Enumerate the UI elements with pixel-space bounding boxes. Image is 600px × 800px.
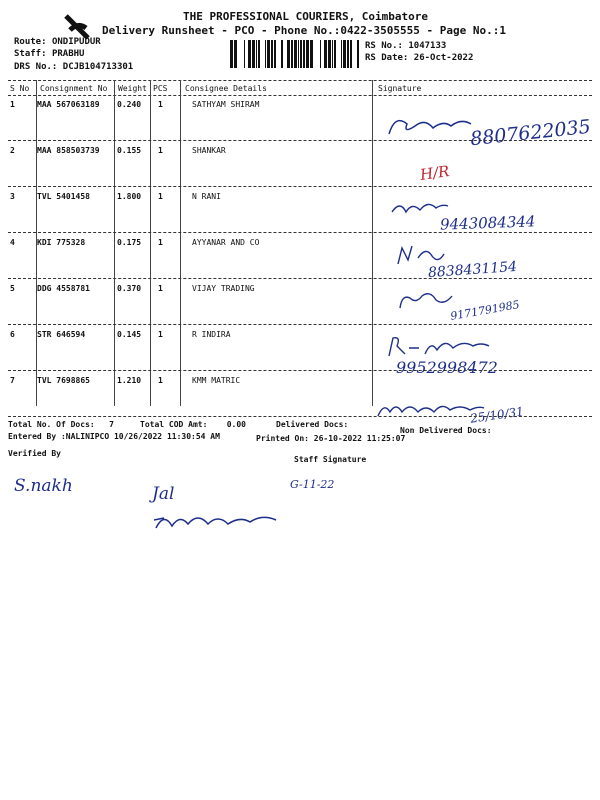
row-sno: 5 xyxy=(10,284,15,293)
row-sno: 4 xyxy=(10,238,15,247)
row-rule xyxy=(8,232,592,233)
row-handwriting: 9952998472 xyxy=(396,358,498,377)
col-header-signature: Signature xyxy=(378,84,422,93)
barcode-bar xyxy=(248,40,251,68)
col-divider xyxy=(150,80,151,406)
row-pcs: 1 xyxy=(158,146,163,155)
row-handwriting: 8807622035 xyxy=(469,115,592,151)
verifier-signature: S.nakh xyxy=(14,476,73,496)
rs-no-value: 1047133 xyxy=(408,41,447,51)
rs-date-value: 26-Oct-2022 xyxy=(413,53,474,63)
barcode-bar xyxy=(303,40,305,68)
barcode-bar xyxy=(310,40,313,68)
table-header-rule xyxy=(8,95,592,96)
row-handwriting: 25/10/31 xyxy=(469,404,525,426)
row-consignee: R INDIRA xyxy=(192,330,231,339)
signature-scribble xyxy=(385,334,495,360)
barcode-bar xyxy=(287,40,290,68)
row-weight: 0.240 xyxy=(117,100,142,109)
col-header-weight: Weight xyxy=(118,84,147,93)
total-docs-value: 7 xyxy=(109,420,114,429)
rs-no-line: RS No.: 1047133 xyxy=(365,41,447,51)
row-pcs: 1 xyxy=(158,192,163,201)
barcode-bar xyxy=(347,40,349,68)
row-consignment: KDI 775328 xyxy=(37,238,86,247)
row-pcs: 1 xyxy=(158,376,163,385)
row-weight: 0.155 xyxy=(117,146,142,155)
barcode-bar xyxy=(332,40,333,68)
barcode-bar xyxy=(230,40,233,68)
delivered-docs-label: Delivered Docs: xyxy=(276,420,349,429)
row-pcs: 1 xyxy=(158,284,163,293)
row-weight: 1.800 xyxy=(117,192,142,201)
row-weight: 0.370 xyxy=(117,284,142,293)
signature-scribble xyxy=(390,196,450,220)
row-consignee: SATHYAM SHIRAM xyxy=(192,100,260,109)
row-consignee: N RANI xyxy=(192,192,221,201)
row-consignment: TVL 5401458 xyxy=(37,192,90,201)
col-header-consignment: Consignment No xyxy=(40,84,108,93)
rs-date-line: RS Date: 26-Oct-2022 xyxy=(365,53,474,63)
row-handwriting: 8838431154 xyxy=(427,258,518,282)
staff-line: Staff: PRABHU xyxy=(14,49,85,59)
staff-value: PRABHU xyxy=(51,49,85,59)
barcode-bar xyxy=(281,40,283,68)
printed-on: Printed On: 26-10-2022 11:25:07 xyxy=(256,434,406,443)
barcode-bar xyxy=(252,40,255,68)
non-delivered-docs-label: Non Delivered Docs: xyxy=(400,426,492,435)
row-rule xyxy=(8,324,592,325)
col-header-consignee: Consignee Details xyxy=(185,84,267,93)
barcode-bar xyxy=(258,40,260,68)
barcode-bar xyxy=(274,40,276,68)
row-pcs: 1 xyxy=(158,238,163,247)
barcode-bar xyxy=(300,40,302,68)
row-pcs: 1 xyxy=(158,330,163,339)
barcode-bar xyxy=(306,40,309,68)
barcode-bar xyxy=(334,40,336,68)
row-weight: 0.175 xyxy=(117,238,142,247)
row-consignment: MAA 858503739 xyxy=(37,146,100,155)
staff-signature-date: G-11-22 xyxy=(290,478,335,491)
barcode-bar xyxy=(256,40,257,68)
row-rule xyxy=(8,416,592,417)
signature-scribble xyxy=(376,398,486,420)
row-consignment: DDG 4558781 xyxy=(37,284,90,293)
row-weight: 0.145 xyxy=(117,330,142,339)
total-docs-line: Total No. Of Docs: 7 xyxy=(8,420,114,429)
row-consignment: TVL 7698865 xyxy=(37,376,90,385)
row-weight: 1.210 xyxy=(117,376,142,385)
barcode-bar xyxy=(320,40,321,68)
row-sno: 6 xyxy=(10,330,15,339)
col-divider xyxy=(114,80,115,406)
row-handwriting: 9443084344 xyxy=(439,212,536,234)
cod-value: 0.00 xyxy=(226,420,246,429)
barcode-bar xyxy=(328,40,331,68)
entered-by: Entered By :NALINIPCO 10/26/2022 11:30:54 AM xyxy=(8,432,220,441)
row-sno: 1 xyxy=(10,100,15,109)
row-consignment: MAA 567063189 xyxy=(37,100,100,109)
signature-scribble xyxy=(396,242,446,268)
row-handwriting: 9171791985 xyxy=(449,298,521,323)
col-divider xyxy=(180,80,181,406)
barcode-bar xyxy=(298,40,299,68)
barcode xyxy=(230,40,360,68)
col-header-sno: S No xyxy=(10,84,30,93)
col-divider xyxy=(372,80,373,406)
row-handwriting: H/R xyxy=(418,162,451,184)
signature-scribble xyxy=(385,112,475,140)
staff-signature-label: Staff Signature xyxy=(294,455,367,464)
drs-line: DRS No.: DCJB104713301 xyxy=(14,62,134,72)
staff-signature-scribble xyxy=(152,508,282,534)
verified-by-label: Verified By xyxy=(8,449,61,458)
runsheet-title: Delivery Runsheet - PCO - Phone No.:0422-3505555 - Page No.:1 xyxy=(102,24,506,37)
signature-scribble xyxy=(396,288,456,314)
barcode-bar xyxy=(357,40,359,68)
barcode-bar xyxy=(265,40,266,68)
row-rule xyxy=(8,140,592,141)
row-sno: 2 xyxy=(10,146,15,155)
route-line: Route: ONDIPUDUR xyxy=(14,37,101,47)
row-rule xyxy=(8,278,592,279)
barcode-bar xyxy=(324,40,327,68)
row-consignee: KMM MATRIC xyxy=(192,376,241,385)
company-title: THE PROFESSIONAL COURIERS, Coimbatore xyxy=(183,10,429,23)
barcode-bar xyxy=(294,40,297,68)
row-consignee: VIJAY TRADING xyxy=(192,284,255,293)
barcode-bar xyxy=(341,40,342,68)
barcode-bar xyxy=(244,40,245,68)
row-sno: 3 xyxy=(10,192,15,201)
table-top-rule xyxy=(8,80,592,81)
col-header-pcs: PCS xyxy=(153,84,168,93)
row-consignment: STR 646594 xyxy=(37,330,86,339)
row-pcs: 1 xyxy=(158,100,163,109)
barcode-bar xyxy=(350,40,352,68)
drs-value: DCJB104713301 xyxy=(62,62,134,72)
barcode-bar xyxy=(343,40,346,68)
barcode-bar xyxy=(267,40,270,68)
staff-signature: Jal xyxy=(152,484,175,504)
route-value: ONDIPUDUR xyxy=(51,37,101,47)
barcode-bar xyxy=(291,40,293,68)
row-sno: 7 xyxy=(10,376,15,385)
row-consignee: SHANKAR xyxy=(192,146,226,155)
barcode-bar xyxy=(271,40,273,68)
row-rule xyxy=(8,370,592,371)
row-consignee: AYYANAR AND CO xyxy=(192,238,260,247)
row-rule xyxy=(8,186,592,187)
cod-line: Total COD Amt: 0.00 xyxy=(140,420,246,429)
barcode-bar xyxy=(234,40,237,68)
